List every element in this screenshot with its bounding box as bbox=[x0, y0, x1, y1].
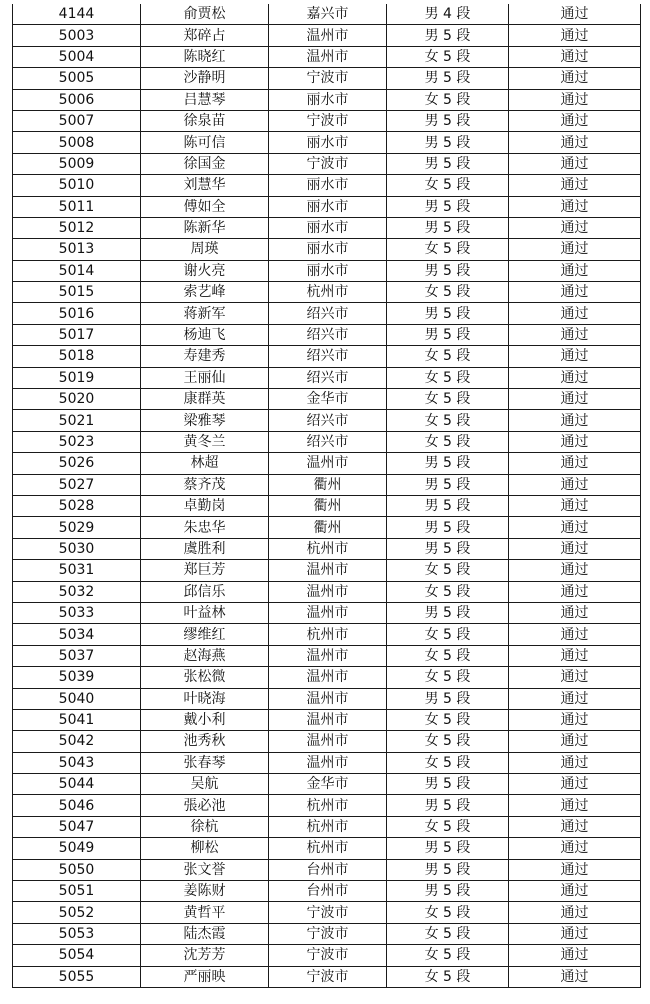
cell-status: 通过 bbox=[509, 239, 641, 260]
cell-city: 金华市 bbox=[269, 389, 387, 410]
cell-name: 黄哲平 bbox=[141, 902, 269, 923]
cell-rank: 女 5 段 bbox=[387, 346, 509, 367]
cell-city: 衢州 bbox=[269, 474, 387, 495]
cell-status: 通过 bbox=[509, 688, 641, 709]
cell-city: 衢州 bbox=[269, 517, 387, 538]
table-row bbox=[13, 709, 641, 730]
cell-status: 通过 bbox=[509, 752, 641, 773]
cell-name: 傅如全 bbox=[141, 196, 269, 217]
cell-name: 寿建秀 bbox=[141, 346, 269, 367]
cell-id: 5053 bbox=[13, 923, 141, 944]
cell-status: 通过 bbox=[509, 838, 641, 859]
cell-rank: 女 5 段 bbox=[387, 239, 509, 260]
cell-name: 蒋新军 bbox=[141, 303, 269, 324]
cell-rank: 女 5 段 bbox=[387, 731, 509, 752]
cell-rank: 男 5 段 bbox=[387, 838, 509, 859]
cell-id: 5049 bbox=[13, 838, 141, 859]
cell-name: 叶益林 bbox=[141, 602, 269, 623]
cell-id: 5020 bbox=[13, 389, 141, 410]
cell-city: 温州市 bbox=[269, 453, 387, 474]
cell-rank: 女 5 段 bbox=[387, 645, 509, 666]
cell-name: 郑碎占 bbox=[141, 25, 269, 46]
cell-rank: 男 5 段 bbox=[387, 110, 509, 131]
cell-rank: 女 5 段 bbox=[387, 923, 509, 944]
cell-id: 5037 bbox=[13, 645, 141, 666]
cell-city: 丽水市 bbox=[269, 196, 387, 217]
table-row bbox=[13, 752, 641, 773]
cell-id: 5023 bbox=[13, 431, 141, 452]
cell-status: 通过 bbox=[509, 645, 641, 666]
table-row bbox=[13, 46, 641, 67]
cell-id: 5029 bbox=[13, 517, 141, 538]
cell-status: 通过 bbox=[509, 410, 641, 431]
table-row bbox=[13, 260, 641, 281]
cell-status: 通过 bbox=[509, 538, 641, 559]
cell-id: 5043 bbox=[13, 752, 141, 773]
table-row bbox=[13, 838, 641, 859]
cell-city: 宁波市 bbox=[269, 966, 387, 987]
cell-rank: 男 5 段 bbox=[387, 688, 509, 709]
cell-status: 通过 bbox=[509, 453, 641, 474]
cell-name: 谢火亮 bbox=[141, 260, 269, 281]
cell-name: 王丽仙 bbox=[141, 367, 269, 388]
cell-city: 杭州市 bbox=[269, 816, 387, 837]
cell-id: 5008 bbox=[13, 132, 141, 153]
cell-status: 通过 bbox=[509, 89, 641, 110]
table-row bbox=[13, 731, 641, 752]
cell-name: 叶晓海 bbox=[141, 688, 269, 709]
cell-name: 徐杭 bbox=[141, 816, 269, 837]
cell-rank: 男 5 段 bbox=[387, 774, 509, 795]
cell-name: 周瑛 bbox=[141, 239, 269, 260]
cell-city: 温州市 bbox=[269, 602, 387, 623]
cell-city: 丽水市 bbox=[269, 217, 387, 238]
cell-rank: 男 5 段 bbox=[387, 25, 509, 46]
table-row bbox=[13, 667, 641, 688]
cell-name: 黄冬兰 bbox=[141, 431, 269, 452]
cell-city: 绍兴市 bbox=[269, 367, 387, 388]
cell-id: 5021 bbox=[13, 410, 141, 431]
cell-name: 严丽映 bbox=[141, 966, 269, 987]
table-row bbox=[13, 517, 641, 538]
table-row bbox=[13, 110, 641, 131]
cell-status: 通过 bbox=[509, 4, 641, 25]
cell-city: 丽水市 bbox=[269, 132, 387, 153]
cell-city: 温州市 bbox=[269, 752, 387, 773]
cell-rank: 女 5 段 bbox=[387, 966, 509, 987]
cell-rank: 女 5 段 bbox=[387, 816, 509, 837]
cell-status: 通过 bbox=[509, 324, 641, 345]
cell-rank: 男 5 段 bbox=[387, 303, 509, 324]
cell-status: 通过 bbox=[509, 68, 641, 89]
cell-rank: 女 5 段 bbox=[387, 431, 509, 452]
cell-status: 通过 bbox=[509, 389, 641, 410]
cell-rank: 女 5 段 bbox=[387, 89, 509, 110]
cell-id: 5014 bbox=[13, 260, 141, 281]
cell-status: 通过 bbox=[509, 303, 641, 324]
table-row bbox=[13, 816, 641, 837]
cell-id: 5011 bbox=[13, 196, 141, 217]
cell-city: 宁波市 bbox=[269, 923, 387, 944]
cell-rank: 男 5 段 bbox=[387, 859, 509, 880]
cell-rank: 男 5 段 bbox=[387, 517, 509, 538]
cell-status: 通过 bbox=[509, 923, 641, 944]
cell-city: 杭州市 bbox=[269, 838, 387, 859]
cell-status: 通过 bbox=[509, 731, 641, 752]
table-row bbox=[13, 688, 641, 709]
cell-status: 通过 bbox=[509, 602, 641, 623]
cell-rank: 女 5 段 bbox=[387, 624, 509, 645]
table-row bbox=[13, 945, 641, 966]
cell-city: 温州市 bbox=[269, 709, 387, 730]
cell-name: 徐泉苗 bbox=[141, 110, 269, 131]
table-row bbox=[13, 645, 641, 666]
cell-status: 通过 bbox=[509, 153, 641, 174]
cell-name: 朱忠华 bbox=[141, 517, 269, 538]
cell-status: 通过 bbox=[509, 217, 641, 238]
cell-rank: 男 5 段 bbox=[387, 453, 509, 474]
cell-name: 张春琴 bbox=[141, 752, 269, 773]
cell-name: 卓勤岗 bbox=[141, 495, 269, 516]
table-row bbox=[13, 538, 641, 559]
cell-city: 金华市 bbox=[269, 774, 387, 795]
cell-city: 绍兴市 bbox=[269, 410, 387, 431]
cell-rank: 男 5 段 bbox=[387, 881, 509, 902]
cell-name: 張必池 bbox=[141, 795, 269, 816]
cell-name: 梁雅琴 bbox=[141, 410, 269, 431]
cell-status: 通过 bbox=[509, 517, 641, 538]
cell-name: 虞胜利 bbox=[141, 538, 269, 559]
table-row bbox=[13, 217, 641, 238]
cell-rank: 男 5 段 bbox=[387, 153, 509, 174]
cell-id: 5019 bbox=[13, 367, 141, 388]
cell-name: 池秀秋 bbox=[141, 731, 269, 752]
cell-name: 俞贾松 bbox=[141, 4, 269, 25]
cell-city: 丽水市 bbox=[269, 260, 387, 281]
cell-rank: 男 5 段 bbox=[387, 217, 509, 238]
cell-city: 绍兴市 bbox=[269, 346, 387, 367]
cell-name: 沙静明 bbox=[141, 68, 269, 89]
table-row bbox=[13, 239, 641, 260]
cell-name: 徐国金 bbox=[141, 153, 269, 174]
table-row bbox=[13, 196, 641, 217]
cell-id: 5009 bbox=[13, 153, 141, 174]
cell-name: 陈晓红 bbox=[141, 46, 269, 67]
cell-city: 温州市 bbox=[269, 25, 387, 46]
cell-name: 索艺峰 bbox=[141, 282, 269, 303]
table-row bbox=[13, 4, 641, 25]
cell-city: 宁波市 bbox=[269, 153, 387, 174]
cell-status: 通过 bbox=[509, 709, 641, 730]
cell-id: 5017 bbox=[13, 324, 141, 345]
cell-status: 通过 bbox=[509, 282, 641, 303]
cell-city: 温州市 bbox=[269, 645, 387, 666]
cell-id: 5030 bbox=[13, 538, 141, 559]
cell-id: 5004 bbox=[13, 46, 141, 67]
cell-status: 通过 bbox=[509, 795, 641, 816]
cell-id: 5054 bbox=[13, 945, 141, 966]
table-row bbox=[13, 923, 641, 944]
table-row bbox=[13, 132, 641, 153]
cell-id: 5033 bbox=[13, 602, 141, 623]
table-row bbox=[13, 581, 641, 602]
cell-name: 陆杰霞 bbox=[141, 923, 269, 944]
table-row bbox=[13, 68, 641, 89]
cell-rank: 女 5 段 bbox=[387, 709, 509, 730]
cell-city: 温州市 bbox=[269, 688, 387, 709]
cell-city: 温州市 bbox=[269, 560, 387, 581]
cell-id: 5046 bbox=[13, 795, 141, 816]
cell-rank: 女 5 段 bbox=[387, 945, 509, 966]
table-row bbox=[13, 153, 641, 174]
cell-rank: 男 4 段 bbox=[387, 4, 509, 25]
cell-status: 通过 bbox=[509, 581, 641, 602]
cell-status: 通过 bbox=[509, 774, 641, 795]
cell-status: 通过 bbox=[509, 260, 641, 281]
table-row bbox=[13, 774, 641, 795]
cell-rank: 男 5 段 bbox=[387, 538, 509, 559]
table-row bbox=[13, 795, 641, 816]
cell-city: 温州市 bbox=[269, 731, 387, 752]
cell-status: 通过 bbox=[509, 859, 641, 880]
cell-city: 嘉兴市 bbox=[269, 4, 387, 25]
cell-id: 5041 bbox=[13, 709, 141, 730]
table-row bbox=[13, 324, 641, 345]
cell-id: 5032 bbox=[13, 581, 141, 602]
table-row bbox=[13, 282, 641, 303]
cell-name: 姜陈财 bbox=[141, 881, 269, 902]
cell-id: 5044 bbox=[13, 774, 141, 795]
cell-id: 5034 bbox=[13, 624, 141, 645]
cell-id: 5050 bbox=[13, 859, 141, 880]
cell-status: 通过 bbox=[509, 624, 641, 645]
table-row bbox=[13, 346, 641, 367]
cell-name: 赵海燕 bbox=[141, 645, 269, 666]
cell-rank: 男 5 段 bbox=[387, 324, 509, 345]
table-row bbox=[13, 881, 641, 902]
cell-city: 丽水市 bbox=[269, 89, 387, 110]
table-row bbox=[13, 902, 641, 923]
results-table bbox=[12, 4, 641, 988]
table-row bbox=[13, 859, 641, 880]
cell-name: 吴航 bbox=[141, 774, 269, 795]
cell-status: 通过 bbox=[509, 175, 641, 196]
cell-name: 张文誉 bbox=[141, 859, 269, 880]
cell-id: 5013 bbox=[13, 239, 141, 260]
cell-id: 5005 bbox=[13, 68, 141, 89]
cell-city: 绍兴市 bbox=[269, 324, 387, 345]
cell-city: 杭州市 bbox=[269, 282, 387, 303]
cell-rank: 女 5 段 bbox=[387, 752, 509, 773]
cell-id: 5055 bbox=[13, 966, 141, 987]
cell-name: 陈可信 bbox=[141, 132, 269, 153]
cell-rank: 女 5 段 bbox=[387, 175, 509, 196]
cell-rank: 男 5 段 bbox=[387, 495, 509, 516]
cell-id: 5007 bbox=[13, 110, 141, 131]
cell-id: 5047 bbox=[13, 816, 141, 837]
cell-city: 宁波市 bbox=[269, 68, 387, 89]
table-row bbox=[13, 89, 641, 110]
cell-status: 通过 bbox=[509, 196, 641, 217]
cell-city: 宁波市 bbox=[269, 110, 387, 131]
cell-status: 通过 bbox=[509, 881, 641, 902]
cell-rank: 女 5 段 bbox=[387, 389, 509, 410]
cell-name: 杨迪飞 bbox=[141, 324, 269, 345]
cell-rank: 女 5 段 bbox=[387, 410, 509, 431]
cell-rank: 男 5 段 bbox=[387, 68, 509, 89]
cell-status: 通过 bbox=[509, 367, 641, 388]
cell-city: 杭州市 bbox=[269, 624, 387, 645]
table-row bbox=[13, 560, 641, 581]
cell-id: 5051 bbox=[13, 881, 141, 902]
cell-city: 台州市 bbox=[269, 881, 387, 902]
cell-status: 通过 bbox=[509, 25, 641, 46]
table-row bbox=[13, 495, 641, 516]
cell-status: 通过 bbox=[509, 816, 641, 837]
cell-id: 5028 bbox=[13, 495, 141, 516]
cell-rank: 女 5 段 bbox=[387, 560, 509, 581]
cell-id: 5026 bbox=[13, 453, 141, 474]
cell-id: 5015 bbox=[13, 282, 141, 303]
cell-rank: 男 5 段 bbox=[387, 132, 509, 153]
cell-status: 通过 bbox=[509, 560, 641, 581]
cell-status: 通过 bbox=[509, 431, 641, 452]
cell-id: 4144 bbox=[13, 4, 141, 25]
cell-name: 陈新华 bbox=[141, 217, 269, 238]
cell-city: 衢州 bbox=[269, 495, 387, 516]
table-row bbox=[13, 303, 641, 324]
cell-id: 5027 bbox=[13, 474, 141, 495]
cell-status: 通过 bbox=[509, 945, 641, 966]
cell-status: 通过 bbox=[509, 46, 641, 67]
table-row bbox=[13, 389, 641, 410]
cell-id: 5006 bbox=[13, 89, 141, 110]
cell-city: 宁波市 bbox=[269, 945, 387, 966]
cell-id: 5039 bbox=[13, 667, 141, 688]
cell-city: 温州市 bbox=[269, 46, 387, 67]
table-row bbox=[13, 431, 641, 452]
cell-id: 5012 bbox=[13, 217, 141, 238]
table-row bbox=[13, 410, 641, 431]
cell-name: 蔡齐茂 bbox=[141, 474, 269, 495]
cell-status: 通过 bbox=[509, 110, 641, 131]
table-row bbox=[13, 474, 641, 495]
table-row bbox=[13, 25, 641, 46]
cell-name: 林超 bbox=[141, 453, 269, 474]
cell-id: 5042 bbox=[13, 731, 141, 752]
cell-name: 柳松 bbox=[141, 838, 269, 859]
cell-name: 戴小利 bbox=[141, 709, 269, 730]
cell-city: 绍兴市 bbox=[269, 431, 387, 452]
table-row bbox=[13, 367, 641, 388]
cell-name: 张松微 bbox=[141, 667, 269, 688]
cell-city: 杭州市 bbox=[269, 795, 387, 816]
cell-city: 杭州市 bbox=[269, 538, 387, 559]
cell-city: 丽水市 bbox=[269, 175, 387, 196]
cell-id: 5010 bbox=[13, 175, 141, 196]
cell-city: 温州市 bbox=[269, 581, 387, 602]
cell-status: 通过 bbox=[509, 474, 641, 495]
table-row bbox=[13, 602, 641, 623]
cell-rank: 男 5 段 bbox=[387, 474, 509, 495]
results-table-body bbox=[13, 4, 641, 987]
cell-rank: 女 5 段 bbox=[387, 667, 509, 688]
cell-rank: 男 5 段 bbox=[387, 602, 509, 623]
table-row bbox=[13, 966, 641, 987]
cell-id: 5016 bbox=[13, 303, 141, 324]
cell-id: 5031 bbox=[13, 560, 141, 581]
cell-city: 台州市 bbox=[269, 859, 387, 880]
cell-id: 5018 bbox=[13, 346, 141, 367]
cell-status: 通过 bbox=[509, 902, 641, 923]
cell-city: 宁波市 bbox=[269, 902, 387, 923]
cell-name: 吕慧琴 bbox=[141, 89, 269, 110]
cell-name: 康群英 bbox=[141, 389, 269, 410]
cell-rank: 女 5 段 bbox=[387, 46, 509, 67]
cell-status: 通过 bbox=[509, 495, 641, 516]
cell-name: 沈芳芳 bbox=[141, 945, 269, 966]
cell-status: 通过 bbox=[509, 346, 641, 367]
table-row bbox=[13, 624, 641, 645]
cell-city: 温州市 bbox=[269, 667, 387, 688]
cell-name: 郑巨芳 bbox=[141, 560, 269, 581]
cell-rank: 女 5 段 bbox=[387, 581, 509, 602]
cell-status: 通过 bbox=[509, 966, 641, 987]
cell-city: 丽水市 bbox=[269, 239, 387, 260]
cell-id: 5052 bbox=[13, 902, 141, 923]
cell-status: 通过 bbox=[509, 132, 641, 153]
cell-name: 刘慧华 bbox=[141, 175, 269, 196]
table-row bbox=[13, 453, 641, 474]
cell-name: 缪维红 bbox=[141, 624, 269, 645]
cell-rank: 男 5 段 bbox=[387, 795, 509, 816]
cell-city: 绍兴市 bbox=[269, 303, 387, 324]
cell-rank: 男 5 段 bbox=[387, 196, 509, 217]
cell-name: 邱信乐 bbox=[141, 581, 269, 602]
cell-rank: 男 5 段 bbox=[387, 260, 509, 281]
cell-id: 5003 bbox=[13, 25, 141, 46]
cell-rank: 女 5 段 bbox=[387, 282, 509, 303]
cell-status: 通过 bbox=[509, 667, 641, 688]
cell-id: 5040 bbox=[13, 688, 141, 709]
cell-rank: 女 5 段 bbox=[387, 902, 509, 923]
table-row bbox=[13, 175, 641, 196]
cell-rank: 女 5 段 bbox=[387, 367, 509, 388]
